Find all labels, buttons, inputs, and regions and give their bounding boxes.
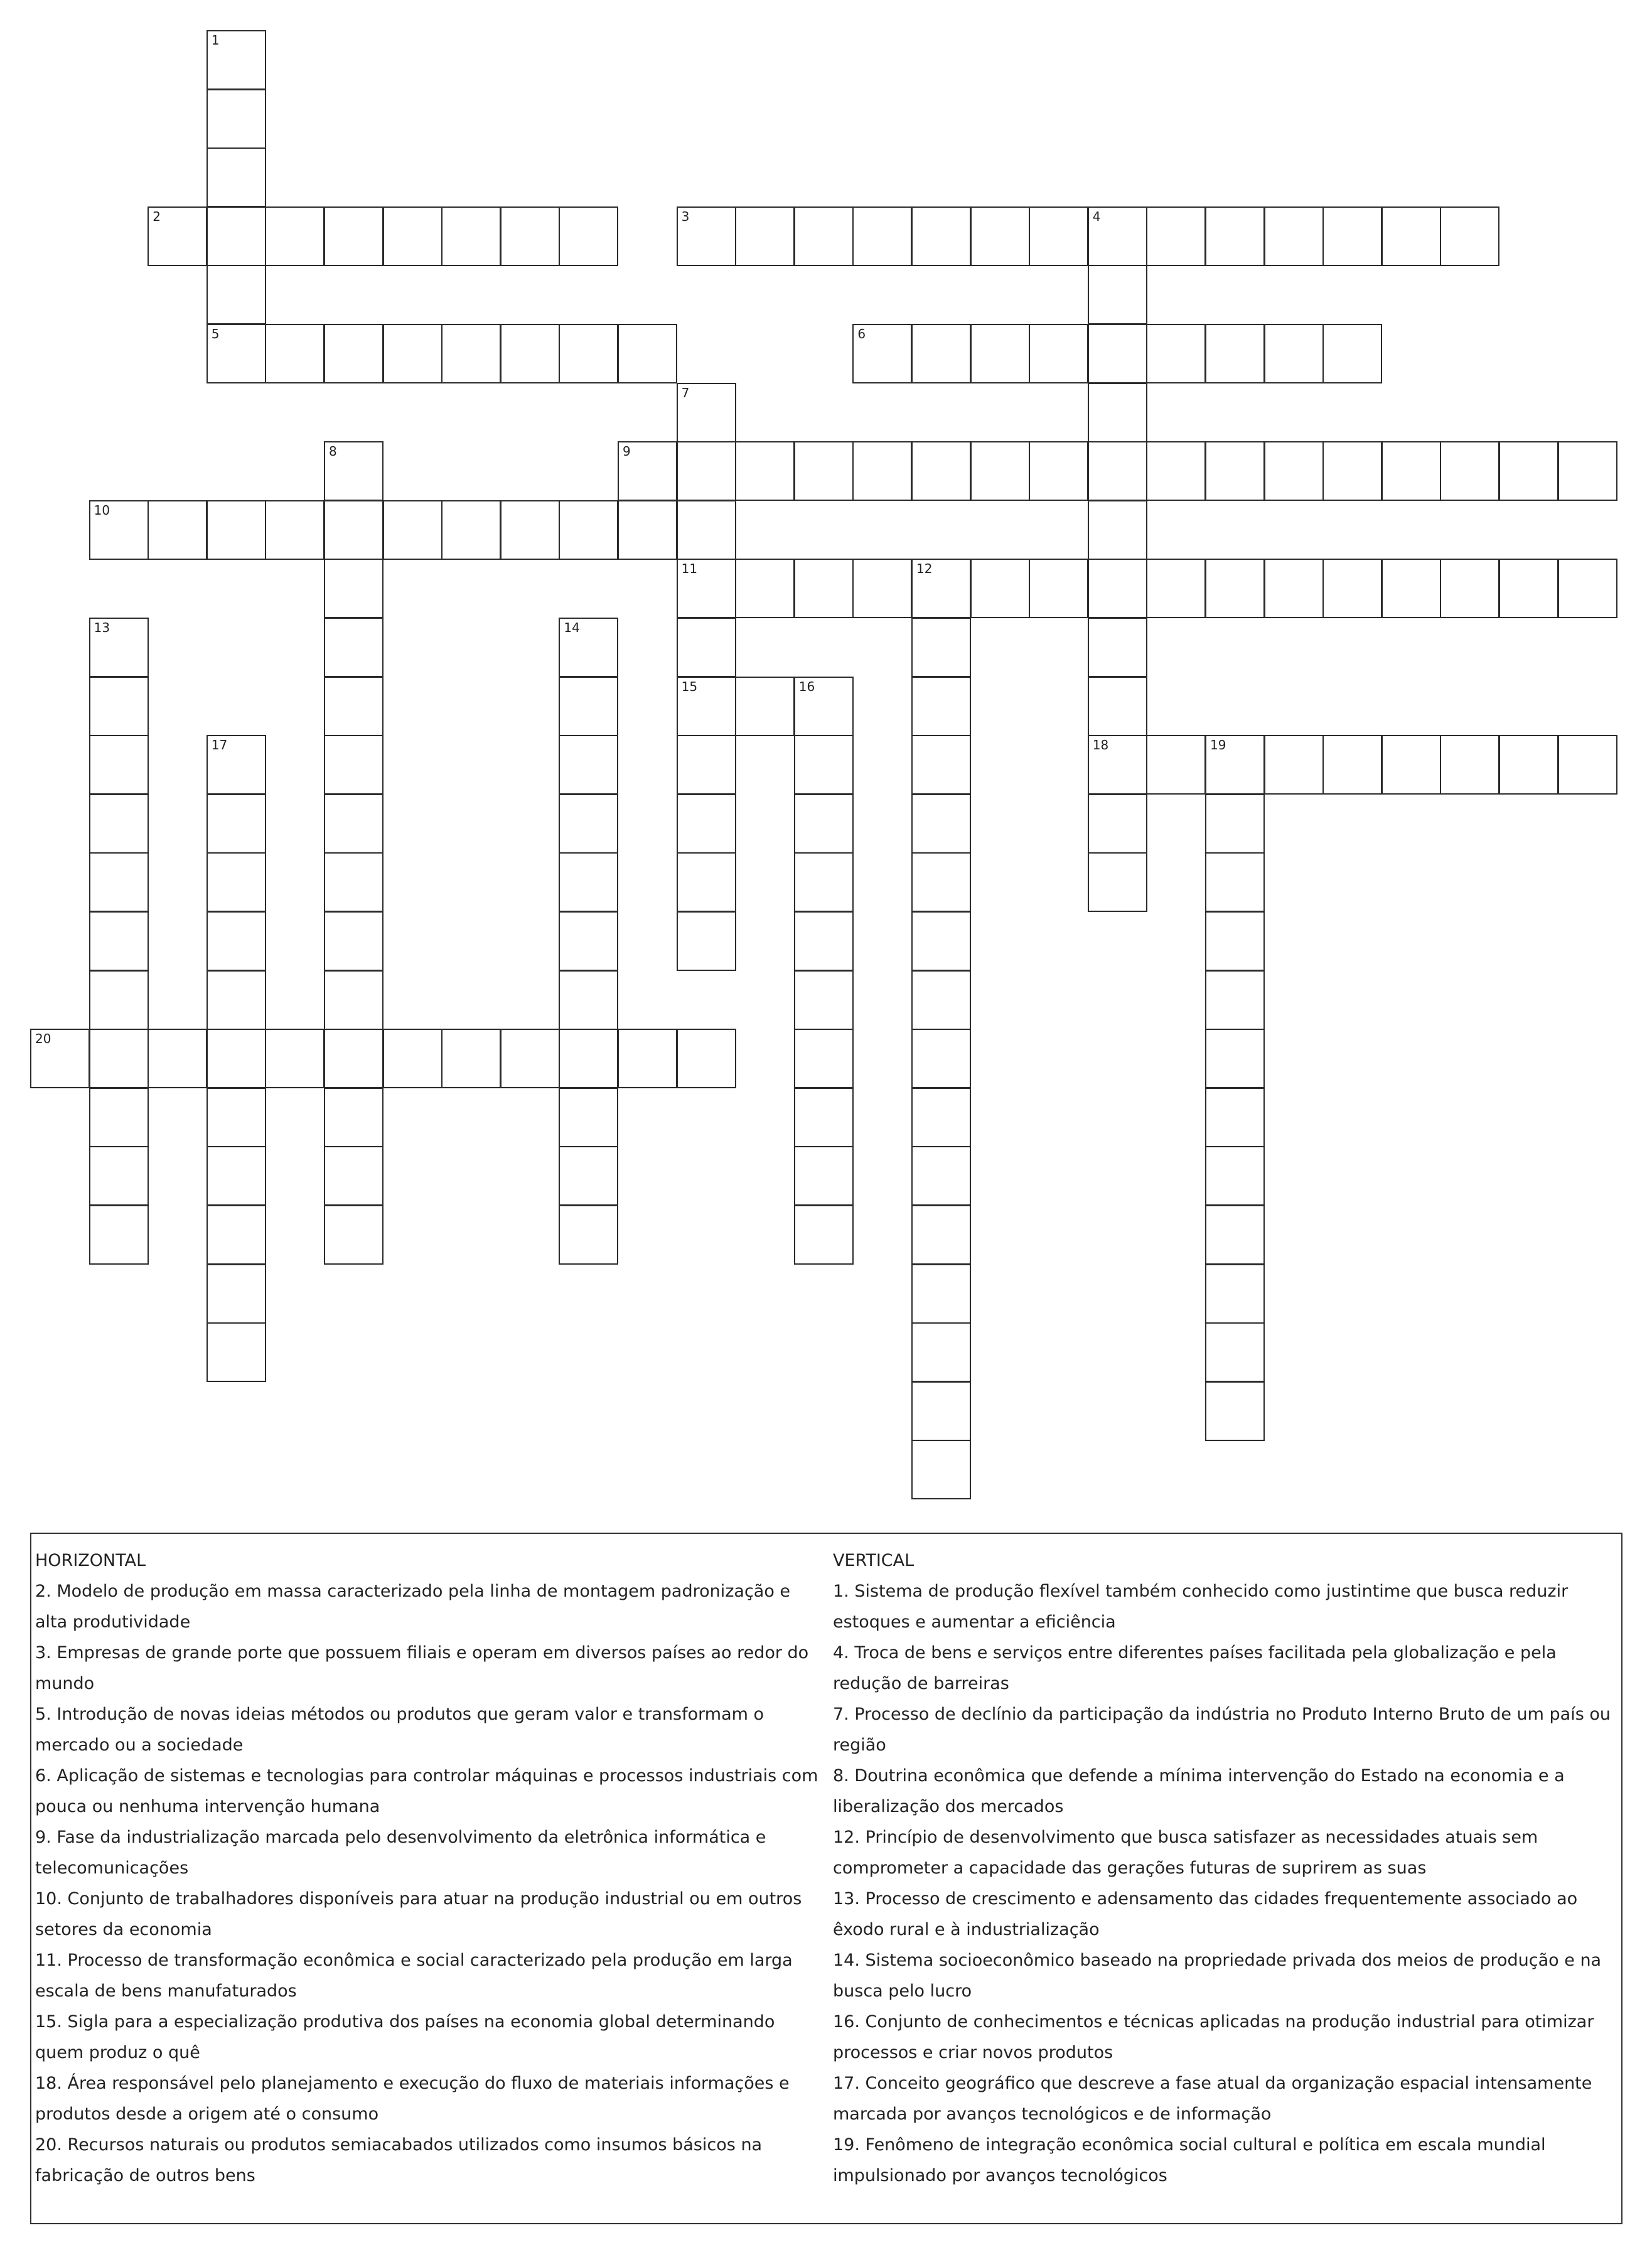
crossword-cell[interactable] bbox=[1499, 441, 1558, 501]
vertical-clue: 12. Princípio de desenvolvimento que busca satisfazer as necessidades atuais sem comprometer a capacidade das gerações futuras de suprirem as suas bbox=[833, 1828, 1538, 1878]
crossword-cell[interactable] bbox=[1499, 735, 1558, 795]
vertical-heading: VERTICAL bbox=[833, 1551, 914, 1570]
crossword-cell[interactable] bbox=[794, 735, 854, 795]
crossword-cell[interactable] bbox=[559, 970, 618, 1030]
horizontal-clue: 3. Empresas de grande porte que possuem filiais e operam em diversos países ao redor do mundo bbox=[35, 1643, 809, 1693]
crossword-cell[interactable] bbox=[1205, 324, 1265, 383]
crossword-cell[interactable] bbox=[206, 794, 266, 854]
crossword-cell[interactable] bbox=[559, 1029, 618, 1088]
clue-number: 13 bbox=[94, 620, 110, 635]
crossword-cell[interactable] bbox=[1205, 852, 1265, 912]
crossword-cell[interactable] bbox=[324, 1146, 384, 1206]
horizontal-clue: 5. Introdução de novas ideias métodos ou produtos que geram valor e transformam o mercado ou a sociedade bbox=[35, 1705, 764, 1755]
crossword-cell[interactable] bbox=[677, 559, 736, 618]
crossword-cell[interactable] bbox=[677, 677, 736, 736]
crossword-cell[interactable] bbox=[677, 735, 736, 795]
crossword-cell[interactable] bbox=[794, 1146, 854, 1206]
vertical-clue: 4. Troca de bens e serviços entre diferentes países facilitada pela globalização e pela redução de barreiras bbox=[833, 1643, 1557, 1693]
crossword-cell[interactable] bbox=[1088, 441, 1147, 501]
crossword-cell[interactable] bbox=[206, 89, 266, 149]
crossword-cell[interactable] bbox=[559, 1205, 618, 1265]
crossword-cell[interactable] bbox=[1146, 206, 1206, 266]
crossword-cell[interactable] bbox=[1205, 1381, 1265, 1441]
crossword-cell[interactable] bbox=[1029, 559, 1088, 618]
crossword-cell[interactable] bbox=[324, 559, 384, 618]
vertical-clue: 17. Conceito geográfico que descreve a fase atual da organização espacial intensamente marcada por avanços tecnológicos e de informação bbox=[833, 2074, 1592, 2124]
clue-number: 2 bbox=[153, 208, 161, 224]
crossword-cell[interactable] bbox=[324, 911, 384, 971]
crossword-cell[interactable] bbox=[911, 1264, 971, 1324]
crossword-cell[interactable] bbox=[1322, 206, 1382, 266]
crossword-cell[interactable] bbox=[324, 794, 384, 854]
crossword-cell[interactable] bbox=[1088, 559, 1147, 618]
crossword-cell[interactable] bbox=[794, 677, 854, 736]
clue-number: 12 bbox=[916, 561, 933, 577]
vertical-clue-list bbox=[833, 1576, 1621, 2191]
crossword-cell[interactable] bbox=[206, 30, 266, 90]
crossword-cell[interactable] bbox=[500, 324, 560, 383]
crossword-cell[interactable] bbox=[911, 735, 971, 795]
crossword-cell[interactable] bbox=[324, 1088, 384, 1147]
crossword-cell[interactable] bbox=[911, 559, 971, 618]
crossword-cell[interactable] bbox=[89, 1146, 149, 1206]
crossword-cell[interactable] bbox=[441, 324, 501, 383]
crossword-cell[interactable] bbox=[1088, 265, 1147, 324]
crossword-cell[interactable] bbox=[148, 500, 207, 560]
crossword-cell[interactable] bbox=[206, 735, 266, 795]
clue-number: 9 bbox=[623, 444, 631, 459]
crossword-cell[interactable] bbox=[559, 735, 618, 795]
crossword-cell[interactable] bbox=[559, 911, 618, 971]
crossword-cell[interactable] bbox=[206, 265, 266, 324]
crossword-cell[interactable] bbox=[559, 1146, 618, 1206]
crossword-cell[interactable] bbox=[500, 1029, 560, 1088]
crossword-cell[interactable] bbox=[1558, 735, 1617, 795]
crossword-cell[interactable] bbox=[441, 1029, 501, 1088]
crossword-cell[interactable] bbox=[265, 324, 324, 383]
crossword-cell[interactable] bbox=[1440, 735, 1499, 795]
horizontal-clue: 11. Processo de transformação econômica e social caracterizado pela produção em larga escala de bens manufaturados bbox=[35, 1951, 793, 2001]
crossword-cell[interactable] bbox=[794, 559, 854, 618]
crossword-cell[interactable] bbox=[1440, 441, 1499, 501]
crossword-cell[interactable] bbox=[1264, 735, 1324, 795]
crossword-cell[interactable] bbox=[911, 441, 971, 501]
crossword-cell[interactable] bbox=[265, 1029, 324, 1088]
crossword-cell[interactable] bbox=[383, 324, 442, 383]
horizontal-clue: 18. Área responsável pelo planejamento e execução do fluxo de materiais informações e produtos desde a origem até o consumo bbox=[35, 2074, 790, 2124]
crossword-cell[interactable] bbox=[677, 441, 736, 501]
crossword-cell[interactable] bbox=[970, 441, 1030, 501]
crossword-cell[interactable] bbox=[1322, 735, 1382, 795]
clue-number: 7 bbox=[681, 385, 690, 400]
crossword-cell[interactable] bbox=[794, 794, 854, 854]
crossword-cell[interactable] bbox=[206, 852, 266, 912]
crossword-cell[interactable] bbox=[618, 324, 677, 383]
crossword-cell[interactable] bbox=[148, 206, 207, 266]
crossword-cell[interactable] bbox=[911, 1088, 971, 1147]
horizontal-clue: 6. Aplicação de sistemas e tecnologias para controlar máquinas e processos industriais com pouca ou nenhuma intervenção humana bbox=[35, 1766, 818, 1816]
crossword-cell[interactable] bbox=[1205, 206, 1265, 266]
crossword-cell[interactable] bbox=[559, 1088, 618, 1147]
crossword-cell[interactable] bbox=[1205, 1322, 1265, 1382]
crossword-cell[interactable] bbox=[89, 735, 149, 795]
crossword-cell[interactable] bbox=[206, 1264, 266, 1324]
crossword-cell[interactable] bbox=[89, 500, 149, 560]
crossword-cell[interactable] bbox=[1264, 324, 1324, 383]
crossword-cell[interactable] bbox=[206, 206, 266, 266]
crossword-cell[interactable] bbox=[1205, 735, 1265, 795]
crossword-cell[interactable] bbox=[89, 677, 149, 736]
crossword-cell[interactable] bbox=[1322, 441, 1382, 501]
horizontal-clue: 20. Recursos naturais ou produtos semiacabados utilizados como insumos básicos na fabricação de outros bens bbox=[35, 2135, 763, 2185]
crossword-cell[interactable] bbox=[794, 970, 854, 1030]
crossword-cell[interactable] bbox=[559, 794, 618, 854]
crossword-cell[interactable] bbox=[1146, 441, 1206, 501]
crossword-cell[interactable] bbox=[441, 500, 501, 560]
crossword-cell[interactable] bbox=[1088, 794, 1147, 854]
crossword-cell[interactable] bbox=[559, 206, 618, 266]
vertical-clue: 1. Sistema de produção flexível também conhecido como justintime que busca reduzir estoques e aumentar a eficiência bbox=[833, 1582, 1569, 1632]
crossword-cell[interactable] bbox=[324, 324, 384, 383]
clue-number: 18 bbox=[1092, 737, 1109, 753]
crossword-cell[interactable] bbox=[911, 618, 971, 677]
crossword-cell[interactable] bbox=[677, 911, 736, 971]
crossword-cell[interactable] bbox=[500, 500, 560, 560]
crossword-cell[interactable] bbox=[1088, 852, 1147, 912]
crossword-cell[interactable] bbox=[794, 441, 854, 501]
crossword-cell[interactable] bbox=[1146, 324, 1206, 383]
crossword-cell[interactable] bbox=[794, 1029, 854, 1088]
crossword-cell[interactable] bbox=[852, 559, 912, 618]
crossword-cell[interactable] bbox=[852, 324, 912, 383]
crossword-cell[interactable] bbox=[206, 324, 266, 383]
crossword-cell[interactable] bbox=[1205, 1205, 1265, 1265]
crossword-cell[interactable] bbox=[677, 794, 736, 854]
crossword-cell[interactable] bbox=[1205, 1264, 1265, 1324]
crossword-cell[interactable] bbox=[911, 1029, 971, 1088]
crossword-cell[interactable] bbox=[89, 1205, 149, 1265]
crossword-cell[interactable] bbox=[559, 852, 618, 912]
crossword-cell[interactable] bbox=[1381, 441, 1441, 501]
clue-number: 20 bbox=[35, 1031, 51, 1047]
crossword-cell[interactable] bbox=[677, 500, 736, 560]
horizontal-clue: 10. Conjunto de trabalhadores disponíveis para atuar na produção industrial ou em outros setores da economia bbox=[35, 1889, 802, 1939]
crossword-cell[interactable] bbox=[677, 618, 736, 677]
vertical-clue: 16. Conjunto de conhecimentos e técnicas aplicadas na produção industrial para otimizar processos e criar novos produtos bbox=[833, 2012, 1594, 2062]
crossword-cell[interactable] bbox=[1088, 324, 1147, 383]
crossword-cell[interactable] bbox=[1322, 559, 1382, 618]
horizontal-clue-list bbox=[35, 1576, 823, 2191]
crossword-cell[interactable] bbox=[794, 852, 854, 912]
crossword-cell[interactable] bbox=[1205, 1029, 1265, 1088]
clue-number: 10 bbox=[94, 502, 110, 518]
crossword-cell[interactable] bbox=[89, 1088, 149, 1147]
crossword-cell[interactable] bbox=[324, 1029, 384, 1088]
crossword-cell[interactable] bbox=[794, 206, 854, 266]
crossword-cell[interactable] bbox=[1205, 1088, 1265, 1147]
crossword-cell[interactable] bbox=[1440, 559, 1499, 618]
horizontal-clue: 2. Modelo de produção em massa caracterizado pela linha de montagem padronização e alta produtividade bbox=[35, 1582, 791, 1632]
crossword-cell[interactable] bbox=[911, 1440, 971, 1499]
vertical-clue: 13. Processo de crescimento e adensamento das cidades frequentemente associado ao êxodo rural e à industrialização bbox=[833, 1889, 1578, 1939]
crossword-cell[interactable] bbox=[89, 794, 149, 854]
crossword-cell[interactable] bbox=[559, 500, 618, 560]
vertical-clue: 14. Sistema socioeconômico baseado na propriedade privada dos meios de produção e na busca pelo lucro bbox=[833, 1951, 1602, 2001]
crossword-cell[interactable] bbox=[89, 911, 149, 971]
crossword-cell[interactable] bbox=[1205, 794, 1265, 854]
crossword-cell[interactable] bbox=[970, 206, 1030, 266]
crossword-cell[interactable] bbox=[911, 970, 971, 1030]
crossword-cell[interactable] bbox=[1440, 206, 1499, 266]
clue-number: 15 bbox=[681, 678, 698, 694]
crossword-cell[interactable] bbox=[206, 1322, 266, 1382]
crossword-cell[interactable] bbox=[1205, 970, 1265, 1030]
crossword-cell[interactable] bbox=[1205, 441, 1265, 501]
crossword-cell[interactable] bbox=[324, 677, 384, 736]
crossword-cell[interactable] bbox=[911, 852, 971, 912]
crossword-cell[interactable] bbox=[1088, 618, 1147, 677]
horizontal-heading: HORIZONTAL bbox=[35, 1551, 146, 1570]
crossword-cell[interactable] bbox=[794, 1205, 854, 1265]
crossword-cell[interactable] bbox=[1088, 383, 1147, 442]
clue-number: 3 bbox=[681, 208, 690, 224]
crossword-cell[interactable] bbox=[324, 735, 384, 795]
crossword-cell[interactable] bbox=[206, 911, 266, 971]
crossword-cell[interactable] bbox=[1322, 324, 1382, 383]
crossword-cell[interactable] bbox=[618, 1029, 677, 1088]
crossword-cell[interactable] bbox=[1264, 206, 1324, 266]
vertical-clue: 7. Processo de declínio da participação da indústria no Produto Interno Bruto de um país ou região bbox=[833, 1705, 1611, 1755]
clue-number: 8 bbox=[329, 444, 337, 459]
crossword-cell[interactable] bbox=[324, 206, 384, 266]
crossword-cell[interactable] bbox=[89, 852, 149, 912]
crossword-cell[interactable] bbox=[677, 852, 736, 912]
crossword-cell[interactable] bbox=[1029, 206, 1088, 266]
crossword-cell[interactable] bbox=[970, 559, 1030, 618]
crossword-cell[interactable] bbox=[89, 618, 149, 677]
horizontal-clue: 15. Sigla para a especialização produtiva dos países na economia global determinando quem produz o quê bbox=[35, 2012, 775, 2062]
crossword-cell[interactable] bbox=[206, 1088, 266, 1147]
crossword-cell[interactable] bbox=[1381, 735, 1441, 795]
crossword-cell[interactable] bbox=[324, 618, 384, 677]
crossword-cell[interactable] bbox=[265, 206, 324, 266]
crossword-cell[interactable] bbox=[970, 324, 1030, 383]
crossword-cell[interactable] bbox=[1499, 559, 1558, 618]
clue-number: 4 bbox=[1092, 208, 1101, 224]
crossword-cell[interactable] bbox=[89, 1029, 149, 1088]
clue-number: 6 bbox=[857, 326, 866, 341]
clue-number: 16 bbox=[798, 678, 815, 694]
crossword-cell[interactable] bbox=[735, 559, 795, 618]
crossword-cell[interactable] bbox=[1088, 500, 1147, 560]
crossword-cell[interactable] bbox=[1205, 559, 1265, 618]
crossword-cell[interactable] bbox=[383, 500, 442, 560]
clue-number: 5 bbox=[211, 326, 220, 341]
horizontal-clue: 9. Fase da industrialização marcada pelo desenvolvimento da eletrônica informática e telecomunicações bbox=[35, 1828, 766, 1878]
clue-number: 1 bbox=[211, 33, 220, 48]
horizontal-clues bbox=[35, 1545, 823, 2191]
crossword-cell[interactable] bbox=[735, 441, 795, 501]
crossword-cell[interactable] bbox=[500, 206, 560, 266]
crossword-cell[interactable] bbox=[206, 147, 266, 207]
crossword-cell[interactable] bbox=[677, 1029, 736, 1088]
crossword-cell[interactable] bbox=[1088, 735, 1147, 795]
crossword-cell[interactable] bbox=[383, 1029, 442, 1088]
crossword-cell[interactable] bbox=[324, 500, 384, 560]
crossword-cell[interactable] bbox=[911, 206, 971, 266]
crossword-cell[interactable] bbox=[559, 677, 618, 736]
crossword-cell[interactable] bbox=[1264, 559, 1324, 618]
crossword-cell[interactable] bbox=[148, 1029, 207, 1088]
vertical-clues bbox=[833, 1545, 1621, 2191]
crossword-cell[interactable] bbox=[206, 1146, 266, 1206]
crossword-cell[interactable] bbox=[1205, 1146, 1265, 1206]
crossword-cell[interactable] bbox=[559, 324, 618, 383]
crossword-cell[interactable] bbox=[1205, 911, 1265, 971]
crossword-cell[interactable] bbox=[30, 1029, 90, 1088]
crossword-cell[interactable] bbox=[677, 206, 736, 266]
clue-number: 19 bbox=[1210, 737, 1226, 753]
crossword-cell[interactable] bbox=[559, 618, 618, 677]
crossword-cell[interactable] bbox=[852, 441, 912, 501]
crossword-cell[interactable] bbox=[1381, 559, 1441, 618]
crossword-cell[interactable] bbox=[852, 206, 912, 266]
crossword-cell[interactable] bbox=[324, 852, 384, 912]
crossword-cell[interactable] bbox=[677, 383, 736, 442]
crossword-cell[interactable] bbox=[206, 500, 266, 560]
vertical-clue: 8. Doutrina econômica que defende a mínima intervenção do Estado na economia e a liberalização dos mercados bbox=[833, 1766, 1565, 1816]
crossword-cell[interactable] bbox=[89, 970, 149, 1030]
crossword-cell[interactable] bbox=[735, 206, 795, 266]
crossword-cell[interactable] bbox=[324, 970, 384, 1030]
crossword-cell[interactable] bbox=[206, 1029, 266, 1088]
crossword-cell[interactable] bbox=[1029, 324, 1088, 383]
crossword-cell[interactable] bbox=[911, 1322, 971, 1382]
crossword-cell[interactable] bbox=[1088, 677, 1147, 736]
clues-panel bbox=[30, 1533, 1622, 2224]
crossword-cell[interactable] bbox=[324, 441, 384, 501]
crossword-cell[interactable] bbox=[911, 324, 971, 383]
crossword-cell[interactable] bbox=[911, 1205, 971, 1265]
crossword-cell[interactable] bbox=[265, 500, 324, 560]
crossword-cell[interactable] bbox=[1558, 441, 1617, 501]
crossword-cell[interactable] bbox=[324, 1205, 384, 1265]
crossword-cell[interactable] bbox=[1381, 206, 1441, 266]
crossword-cell[interactable] bbox=[1088, 206, 1147, 266]
crossword-cell[interactable] bbox=[1146, 559, 1206, 618]
crossword-cell[interactable] bbox=[794, 911, 854, 971]
crossword-cell[interactable] bbox=[383, 206, 442, 266]
crossword-cell[interactable] bbox=[1558, 559, 1617, 618]
crossword-cell[interactable] bbox=[206, 1205, 266, 1265]
crossword-cell[interactable] bbox=[206, 970, 266, 1030]
clue-number: 17 bbox=[211, 737, 228, 753]
vertical-clue: 19. Fenômeno de integração econômica social cultural e política em escala mundial impulsionado por avanços tecnológicos bbox=[833, 2135, 1546, 2185]
crossword-cell[interactable] bbox=[794, 1088, 854, 1147]
crossword-cell[interactable] bbox=[441, 206, 501, 266]
crossword-cell[interactable] bbox=[911, 677, 971, 736]
crossword-cell[interactable] bbox=[1029, 441, 1088, 501]
crossword-cell[interactable] bbox=[1146, 735, 1206, 795]
crossword-cell[interactable] bbox=[911, 1146, 971, 1206]
crossword-cell[interactable] bbox=[911, 1381, 971, 1441]
crossword-cell[interactable] bbox=[911, 911, 971, 971]
crossword-cell[interactable] bbox=[618, 441, 677, 501]
clue-number: 11 bbox=[681, 561, 698, 577]
crossword-cell[interactable] bbox=[1264, 441, 1324, 501]
crossword-cell[interactable] bbox=[735, 677, 795, 736]
crossword-cell[interactable] bbox=[911, 794, 971, 854]
clue-number: 14 bbox=[564, 620, 580, 635]
crossword-cell[interactable] bbox=[618, 500, 677, 560]
